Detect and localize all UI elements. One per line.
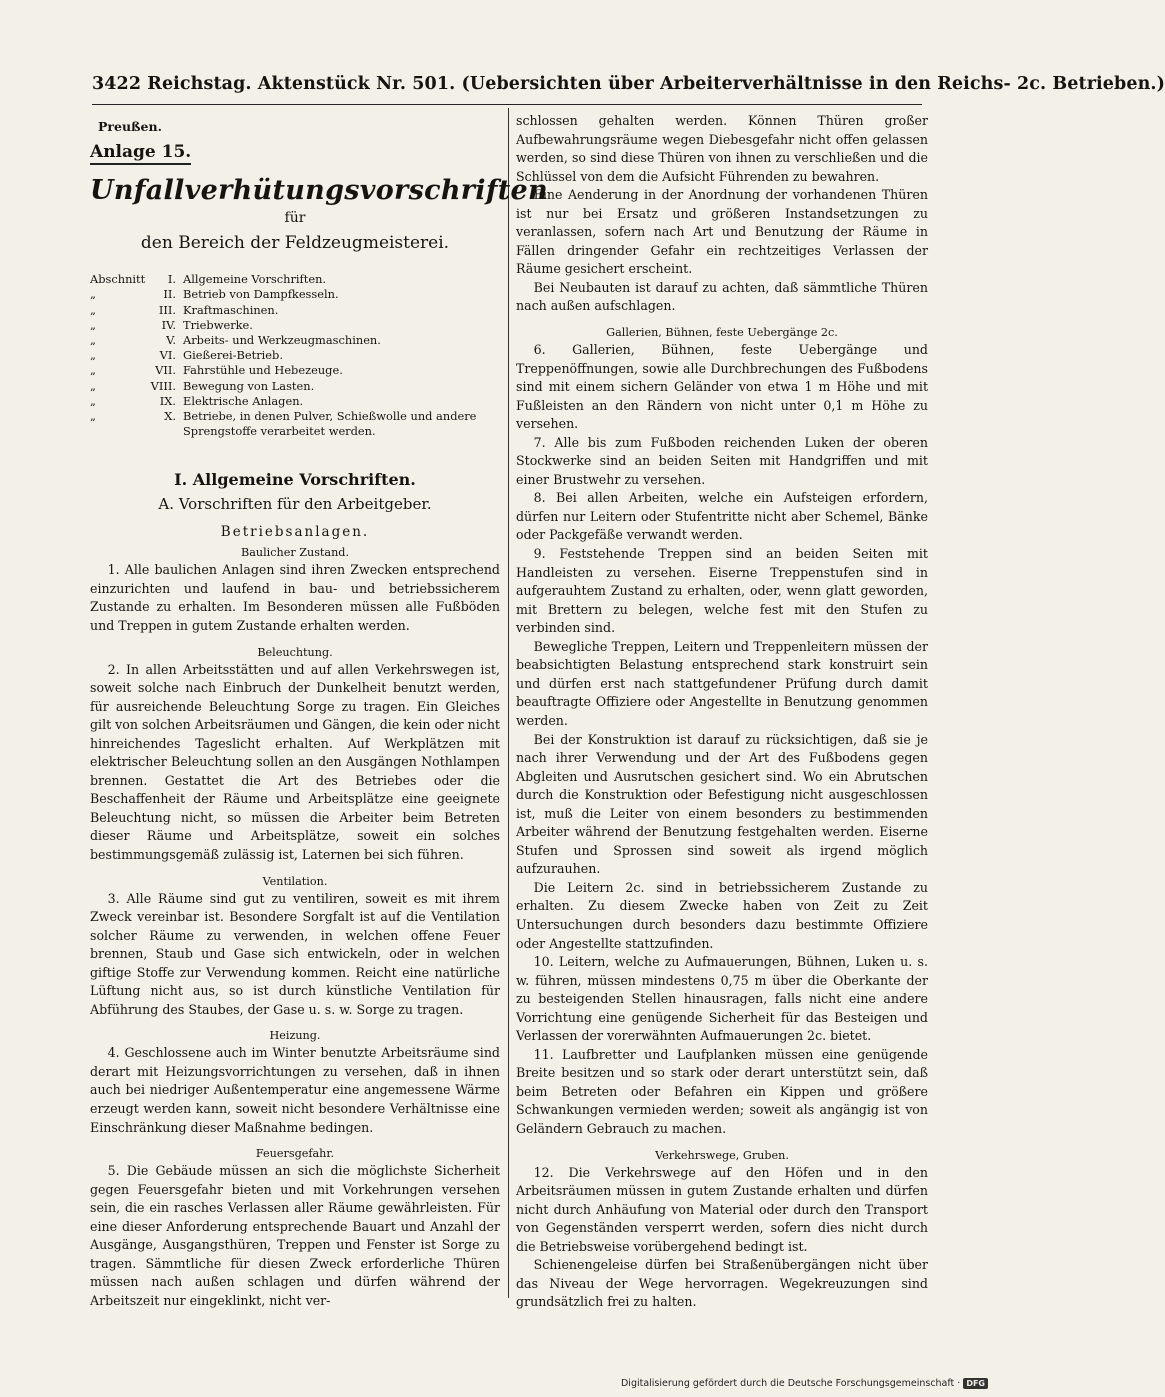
paragraph-heading: Verkehrswege, Gruben. (655, 1148, 789, 1162)
paragraph: 4. Geschlossene auch im Winter benutzte Arbeitsräume sind derart mit Heizungsvorrichtungen zu versehen, daß in ihnen auch bei niedriger Außentemperatur eine angemessene Wärme erzeugt werden kann, soweit nicht besondere Verhältnisse eine Einschränkung dieser Maßnahme bedingen. (90, 1045, 500, 1135)
paragraph: 5. Die Gebäude müssen an sich die möglichste Sicherheit gegen Feuersgefahr bieten und mit Vorkehrungen versehen sein, die ein rasches Verlassen aller Räume gewährleisten. Für eine dieser Anforderung entsprechende Bauart und Anzahl der Ausgänge, Ausgangsthüren, Treppen und Fenster ist Sorge zu tragen. Sämmtliche für diesen Zweck erforderliche Thüren müssen nach außen schlagen und dürfen während der Arbeitszeit nur eingeklinkt, nicht ver- (90, 1163, 500, 1308)
toc-row (90, 272, 500, 287)
paragraph: 7. Alle bis zum Fußboden reichenden Luken der oberen Stockwerke sind an beiden Seiten mit Handgriffen und mit einer Brustwehr zu versehen. (516, 434, 928, 487)
state-label: Preußen. (98, 119, 162, 134)
toc-prefix: „ (90, 348, 96, 363)
paragraph: Schienengeleise dürfen bei Straßenübergängen nicht über das Niveau der Wege hervorragen. Wegekreuzungen sind grundsätzlich frei zu halten. (516, 1257, 928, 1310)
credit-text: Digitalisierung gefördert durch die Deutsche Forschungsgemeinschaft · (620, 1378, 961, 1389)
table-of-contents (90, 272, 500, 439)
toc-title: Arbeits- und Werkzeugmaschinen. (183, 332, 381, 347)
right-column (516, 112, 928, 1312)
document-title: Unfallverhütungsvorschriften (90, 175, 548, 207)
toc-row (90, 333, 500, 348)
toc-row (90, 394, 500, 409)
toc-title: Betriebe, in denen Pulver, Schießwolle und andere Sprengstoffe verarbeitet werden. (183, 408, 477, 439)
paragraph-heading: Beleuchtung. (257, 645, 333, 659)
toc-number: V. (166, 332, 176, 347)
toc-number: III. (158, 302, 176, 317)
title-connector: für (284, 210, 306, 227)
toc-row (90, 303, 500, 318)
toc-number: II. (163, 287, 176, 302)
toc-title: Bewegung von Lasten. (183, 378, 315, 393)
toc-title: Allgemeine Vorschriften. (183, 272, 327, 287)
toc-prefix: Abschnitt (90, 272, 146, 287)
paragraph: Bei der Konstruktion ist darauf zu rücksichtigen, daß sie je nach ihrer Verwendung und der Art des Fußbodens gegen Abgleiten und Ausrutschen gesichert sind. Wo ein Abrutschen durch die Konstruktion oder Befestigung nicht ausgeschlossen ist, muß die Leiter von einem besonders zu bestimmenden Arbeiter während der Benutzung festgehalten werden. Eiserne Stufen und Sprossen sind soweit als irgend möglich aufzurauhen. (516, 731, 928, 877)
paragraph: schlossen gehalten werden. Können Thüren großer Aufbewahrungsräume wegen Diebesgefahr nicht offen gelassen werden, so sind diese Thüren von ihnen zu verschließen und die Schlüssel von dem die Aufsicht Führenden zu bewahren. (516, 113, 928, 184)
toc-row (90, 379, 500, 394)
paragraph: 2. In allen Arbeitsstätten und auf allen Verkehrswegen ist, soweit solche nach Einbruch der Dunkelheit benutzt werden, für ausreichende Beleuchtung Sorge zu tragen. Ein Gleiches gilt von solchen Arbeitsräumen und Gängen, die kein oder nicht hinreichendes Tageslicht erhalten. Auf Werkplätzen mit elektrischer Beleuchtung sollen an den Ausgängen Nothlampen brennen. Gestattet die Art des Betriebes oder die Beschaffenheit der Räume und Arbeitsplätze eine geeignete Beleuchtung nicht, so müssen die Arbeiter beim Betreten dieser Räume und Arbeitsplätze, soweit ein solches bestimmungsgemäß zulässig ist, Laternen bei sich führen. (90, 661, 500, 862)
left-column (90, 112, 548, 1310)
paragraph: 6. Gallerien, Bühnen, feste Uebergänge und Treppenöffnungen, sowie alle Durchbrechungen des Fußbodens sind mit einem sichern Geländer von etwa 1 m Höhe und mit Fußleisten an den Rändern von nicht unter 0,1 m Höhe zu versehen. (516, 342, 928, 432)
toc-row (90, 348, 500, 363)
paragraph: 9. Feststehende Treppen sind an beiden Seiten mit Handleisten zu versehen. Eiserne Treppenstufen sind in aufgerauhtem Zustand zu erhalten, oder, wenn glatt geworden, mit Brettern zu belegen, welche fest mit den Stufen zu verbinden sind. (516, 546, 928, 636)
toc-row (90, 318, 500, 333)
toc-title: Triebwerke. (183, 317, 253, 332)
digitization-credit (621, 1378, 988, 1389)
subsection-heading: A. Vorschriften für den Arbeitgeber. (158, 495, 432, 514)
toc-number: IX. (159, 393, 176, 408)
toc-number: VIII. (150, 378, 176, 393)
document-subtitle: den Bereich der Feldzeugmeisterei. (140, 233, 450, 254)
toc-number: I. (167, 272, 176, 287)
paragraph-heading: Feuersgefahr. (255, 1147, 335, 1161)
paragraph-heading: Heizung. (269, 1029, 321, 1043)
paragraph: Die Leitern 2c. sind in betriebssicherem Zustande zu erhalten. Zu diesem Zwecke haben von Zeit zu Zeit Untersuchungen durch besonders dazu bestimmte Offiziere oder Angestellte stattzufinden. (516, 879, 928, 951)
paragraph: 3. Alle Räume sind gut zu ventiliren, soweit es mit ihrem Zweck vereinbar ist. Besondere Sorgfalt ist auf die Ventilation solcher Räume zu verwenden, in welchen offene Feuer brennen, Staub und Gase sich entwickeln, oder in welchen giftige Stoffe zur Verwendung kommen. Reicht eine natürliche Lüftung nicht aus, so ist durch künstliche Ventilation für Abführung des Staubes, der Gase u. s. w. Sorge zu tragen. (90, 890, 500, 1017)
toc-title: Gießerei-Betrieb. (183, 348, 283, 363)
toc-title: Elektrische Anlagen. (183, 393, 304, 408)
paragraph: 8. Bei allen Arbeiten, welche ein Aufsteigen erfordern, dürfen nur Leitern oder Stufentritte nicht aber Schemel, Bänke oder Packgefäße verwandt werden. (516, 490, 928, 543)
toc-prefix: „ (90, 302, 96, 317)
toc-number: VII. (155, 363, 176, 378)
toc-row (90, 363, 500, 378)
toc-number: VI. (159, 348, 176, 363)
toc-prefix: „ (90, 287, 96, 302)
column-divider (508, 108, 509, 1298)
toc-prefix: „ (90, 408, 96, 423)
section-heading: I. Allgemeine Vorschriften. (174, 470, 416, 490)
paragraph-heading: Ventilation. (262, 874, 328, 888)
toc-row (90, 287, 500, 302)
paragraph: 1. Alle baulichen Anlagen sind ihren Zwecken entsprechend einzurichten und laufend in bau- und betriebssicherem Zustande zu erhalten. Im Besonderen müssen alle Fußböden und Treppen in gutem Zustande erhalten werden. (90, 562, 500, 633)
paragraph: Bei Neubauten ist darauf zu achten, daß sämmtliche Thüren nach außen aufschlagen. (516, 279, 928, 314)
toc-prefix: „ (90, 393, 96, 408)
header-rule (92, 104, 922, 105)
toc-prefix: „ (90, 363, 96, 378)
toc-row (90, 409, 500, 439)
dfg-logo-icon: DFG (963, 1378, 988, 1389)
toc-prefix: „ (90, 317, 96, 332)
toc-title: Betrieb von Dampfkesseln. (183, 287, 339, 302)
anlage-label (90, 143, 500, 162)
toc-title: Kraftmaschinen. (183, 302, 279, 317)
anlage-text: Anlage 15. (90, 142, 191, 165)
paragraph: 10. Leitern, welche zu Aufmauerungen, Bühnen, Luken u. s. w. führen, müssen mindestens 0,75 m über die Oberkante der zu besteigenden Stellen hinausragen, falls nicht eine andere Vorrichtung eine genügende Sicherheit für das Besteigen und Verlassen der vorerwähnten Aufmauerungen 2c. bietet. (516, 954, 928, 1044)
paragraph: 12. Die Verkehrswege auf den Höfen und in den Arbeitsräumen müssen in gutem Zustande erhalten und dürfen nicht durch Anhäufung von Material oder durch den Transport von Gegenständen versperrt werden, sofern dies nicht durch die Betriebsweise vorübergehend bedingt ist. (516, 1164, 928, 1254)
paragraph: 11. Laufbretter und Laufplanken müssen eine genügende Breite besitzen und so stark oder derart unterstützt sein, daß beim Betreten oder Befahren ein Kippen und größere Schwankungen vermieden werden; soweit als angängig ist von Geländern Gebrauch zu machen. (516, 1046, 928, 1136)
toc-number: X. (164, 408, 176, 423)
paragraph: Eine Aenderung in der Anordnung der vorhandenen Thüren ist nur bei Ersatz und größeren Instandsetzungen zu veranlassen, sofern nach Art und Benutzung der Räume in Fällen dringender Gefahr ein rechtzeitiges Verlassen der Räume gesichert erscheint. (516, 187, 928, 277)
group-heading: Betriebsanlagen. (220, 524, 370, 541)
toc-number: IV. (161, 317, 176, 332)
paragraph: Bewegliche Treppen, Leitern und Treppenleitern müssen der beabsichtigten Belastung entsprechend stark konstruirt sein und dürfen erst nach stattgefundener Prüfung durch damit beauftragte Offiziere oder Angestellte in Benutzung genommen werden. (516, 638, 928, 728)
paragraph-heading: Gallerien, Bühnen, feste Uebergänge 2c. (606, 326, 838, 340)
toc-prefix: „ (90, 332, 96, 347)
running-head: 3422 Reichstag. Aktenstück Nr. 501. (Uebersichten über Arbeiterverhältnisse in den Reichs- 2c. Betrieben.) (92, 74, 1165, 94)
toc-prefix: „ (90, 378, 96, 393)
toc-title: Fahrstühle und Hebezeuge. (183, 363, 343, 378)
paragraph-heading: Baulicher Zustand. (240, 546, 350, 560)
